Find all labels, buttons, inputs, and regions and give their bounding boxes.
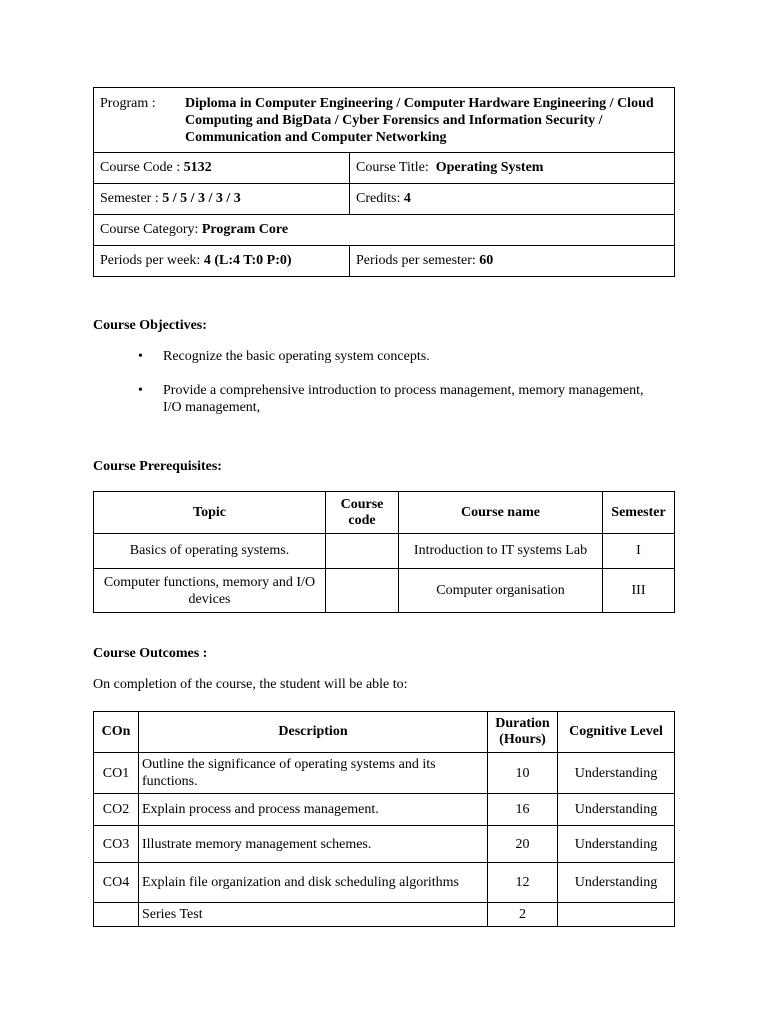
table-row bbox=[94, 753, 675, 794]
category-cell bbox=[94, 215, 675, 246]
col-header-con: COn bbox=[94, 712, 139, 753]
course-title-cell bbox=[350, 153, 675, 184]
course-title-label: Course Title: bbox=[356, 160, 429, 175]
col-header-cognitive-level: Cognitive Level bbox=[558, 712, 675, 753]
cell-con: CO2 bbox=[94, 794, 139, 826]
cell-semester: I bbox=[603, 534, 675, 569]
credits-label: Credits: bbox=[356, 191, 404, 206]
periods-week-cell bbox=[94, 246, 350, 277]
cell-description: Illustrate memory management schemes. bbox=[139, 826, 488, 863]
outcomes-intro: On completion of the course, the student will be able to: bbox=[93, 677, 408, 692]
cell-cognitive-level: Understanding bbox=[558, 863, 675, 903]
course-title-value: Operating System bbox=[435, 160, 544, 175]
cell-duration: 10 bbox=[488, 753, 558, 794]
cell-duration: 12 bbox=[488, 863, 558, 903]
objectives-heading: Course Objectives: bbox=[93, 318, 207, 333]
periods-sem-cell bbox=[350, 246, 675, 277]
periods-week-value: 4 (L:4 T:0 P:0) bbox=[203, 253, 292, 268]
category-value: Program Core bbox=[201, 222, 289, 237]
credits-cell bbox=[350, 184, 675, 215]
cell-con: CO4 bbox=[94, 863, 139, 903]
col-header-duration: Duration (Hours) bbox=[488, 712, 558, 753]
outcomes-table bbox=[93, 711, 675, 927]
table-row bbox=[94, 569, 675, 613]
cell-duration: 16 bbox=[488, 794, 558, 826]
col-header-course-code: Course code bbox=[326, 492, 399, 534]
col-header-semester: Semester bbox=[603, 492, 675, 534]
program-label: Program : bbox=[100, 96, 156, 111]
cell-duration: 2 bbox=[488, 903, 558, 927]
col-header-description: Description bbox=[139, 712, 488, 753]
cell-course-code bbox=[326, 534, 399, 569]
cell-cognitive-level: Understanding bbox=[558, 826, 675, 863]
cell-description: Explain process and process management. bbox=[139, 794, 488, 826]
cell-con bbox=[94, 903, 139, 927]
col-header-course-name: Course name bbox=[399, 492, 603, 534]
course-code-cell bbox=[94, 153, 350, 184]
program-cell bbox=[94, 88, 675, 153]
outcomes-heading: Course Outcomes : bbox=[93, 646, 208, 661]
cell-topic: Computer functions, memory and I/O devices bbox=[94, 569, 326, 613]
cell-con: CO1 bbox=[94, 753, 139, 794]
cell-topic: Basics of operating systems. bbox=[94, 534, 326, 569]
list-item bbox=[93, 382, 653, 416]
bullet-icon: • bbox=[138, 383, 143, 398]
list-item bbox=[93, 348, 653, 365]
objectives-list bbox=[93, 348, 653, 433]
periods-sem-value: 60 bbox=[479, 253, 494, 268]
bullet-icon: • bbox=[138, 349, 143, 364]
table-row bbox=[94, 794, 675, 826]
credits-value: 4 bbox=[403, 191, 411, 206]
course-header-table bbox=[93, 87, 675, 277]
cell-cognitive-level: Understanding bbox=[558, 794, 675, 826]
cell-course-name: Computer organisation bbox=[399, 569, 603, 613]
course-code-value: 5132 bbox=[183, 160, 212, 175]
col-header-topic: Topic bbox=[94, 492, 326, 534]
periods-sem-label: Periods per semester: bbox=[356, 253, 480, 268]
objective-text: Recognize the basic operating system concepts. bbox=[163, 349, 430, 364]
cell-course-name: Introduction to IT systems Lab bbox=[399, 534, 603, 569]
periods-week-label: Periods per week: bbox=[100, 253, 204, 268]
cell-semester: III bbox=[603, 569, 675, 613]
cell-description: Series Test bbox=[139, 903, 488, 927]
cell-course-code bbox=[326, 569, 399, 613]
table-row bbox=[94, 826, 675, 863]
cell-cognitive-level: Understanding bbox=[558, 753, 675, 794]
cell-con: CO3 bbox=[94, 826, 139, 863]
table-row bbox=[94, 863, 675, 903]
cell-cognitive-level bbox=[558, 903, 675, 927]
cell-duration: 20 bbox=[488, 826, 558, 863]
cell-description: Explain file organization and disk scheduling algorithms bbox=[139, 863, 488, 903]
cell-description: Outline the significance of operating systems and its functions. bbox=[139, 753, 488, 794]
course-code-label: Course Code : bbox=[100, 160, 184, 175]
prerequisites-table bbox=[93, 491, 675, 613]
table-row bbox=[94, 903, 675, 927]
semester-label: Semester : bbox=[100, 191, 163, 206]
semester-value: 5 / 5 / 3 / 3 / 3 bbox=[162, 191, 241, 206]
objective-text: Provide a comprehensive introduction to process management, memory management, I/O management, bbox=[163, 383, 644, 415]
semester-cell bbox=[94, 184, 350, 215]
program-value: Diploma in Computer Engineering / Computer Hardware Engineering / Cloud Computing and BigData / Cyber Forensics and Information Security / Communication and Computer Networking bbox=[185, 96, 654, 145]
category-label: Course Category: bbox=[100, 222, 202, 237]
table-row bbox=[94, 534, 675, 569]
prerequisites-heading: Course Prerequisites: bbox=[93, 459, 222, 474]
